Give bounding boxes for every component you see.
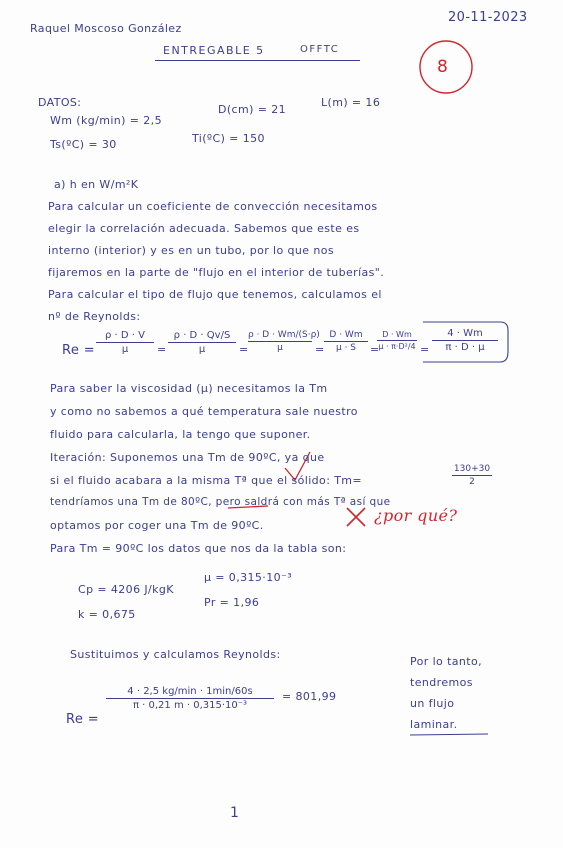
re-fraction-2	[168, 330, 236, 355]
re-f6-num: 4 · Wm	[447, 328, 483, 339]
conclusion-line-2: tendremos	[410, 676, 473, 689]
re-fraction-4	[324, 330, 368, 353]
part-a-line-2: elegir la correlación adecuada. Sabemos que este es	[48, 222, 360, 235]
data-diameter: D(cm) = 21	[218, 103, 287, 116]
re-lhs: Re =	[62, 343, 96, 358]
re-fraction-5	[377, 330, 417, 351]
teacher-note: ¿por qué?	[374, 506, 458, 525]
data-ti: Ti(ºC) = 150	[192, 132, 265, 145]
visc-line-8: Para Tm = 90ºC los datos que nos da la tabla son:	[50, 542, 347, 555]
date: 20-11-2023	[448, 10, 528, 25]
assignment-subject: OFFTC	[300, 44, 340, 55]
visc-line-2: y como no sabemos a qué temperatura sale nuestro	[50, 405, 358, 418]
visc-line-1: Para saber la viscosidad (μ) necesitamos la Tm	[50, 382, 328, 395]
cross-mark	[347, 508, 365, 526]
re-f3-num: ρ · D · Wm/(S·ρ)	[248, 330, 320, 340]
tm-fraction-den: 2	[469, 477, 475, 487]
value-pr: Pr = 1,96	[204, 596, 260, 609]
data-wm: Wm (kg/min) = 2,5	[50, 114, 162, 127]
value-mu: μ = 0,315·10⁻³	[204, 571, 293, 584]
data-ts: Ts(ºC) = 30	[50, 138, 117, 151]
page-number: 1	[230, 805, 240, 821]
value-cp: Cp = 4206 J/kgK	[78, 583, 174, 596]
re-f2-num: ρ · D · Qv/S	[173, 330, 231, 341]
calc-num: 4 · 2,5 kg/min · 1min/60s	[127, 686, 253, 697]
part-a-line-5: Para calcular el tipo de flujo que tenemos, calculamos el	[48, 288, 382, 301]
re-fraction-1	[96, 330, 154, 355]
tm-fraction-num: 130+30	[453, 464, 491, 474]
visc-line-6: tendríamos una Tm de 80ºC, pero saldrá con más Tª así que	[50, 496, 391, 508]
re-f4-den: μ · S	[335, 343, 357, 353]
visc-line-4: Iteración: Suponemos una Tm de 90ºC, ya que	[50, 451, 325, 464]
re-f5-den: μ · π·D²/4	[378, 342, 416, 351]
re-eq-5: =	[420, 343, 430, 356]
part-a-line-1: Para calcular un coeficiente de convección necesitamos	[48, 200, 378, 213]
part-a-line-3: interno (interior) y es en un tubo, por lo que nos	[48, 244, 334, 257]
re-fraction-6	[432, 328, 498, 353]
value-k: k = 0,675	[78, 608, 136, 621]
re-f2-den: μ	[198, 344, 206, 355]
re-eq-2: =	[239, 343, 249, 356]
visc-line-3: fluido para calcularla, la tengo que suponer.	[50, 428, 311, 441]
re-f5-num: D · Wm	[382, 330, 412, 339]
conclusion-line-4: laminar.	[410, 718, 458, 731]
assignment-title: ENTREGABLE 5	[163, 44, 265, 57]
calc-den: π · 0,21 m · 0,315·10⁻³	[132, 700, 248, 711]
re-f1-den: μ	[121, 344, 129, 355]
re-eq-4: =	[370, 343, 380, 356]
data-length: L(m) = 16	[321, 96, 381, 109]
re-f1-num: ρ · D · V	[105, 330, 145, 341]
visc-line-5: si el fluido acabara a la misma Tª que el sólido: Tm=	[50, 474, 363, 487]
calc-intro: Sustituimos y calculamos Reynolds:	[70, 648, 281, 661]
re-f3-den: μ	[277, 343, 283, 353]
re-eq-3: =	[315, 343, 325, 356]
laminar-underline	[410, 734, 488, 735]
calc-lhs: Re =	[66, 712, 100, 727]
conclusion-line-1: Por lo tanto,	[410, 655, 483, 668]
calc-result: = 801,99	[282, 690, 337, 703]
re-f6-den: π · D · μ	[445, 342, 485, 353]
data-heading: DATOS:	[38, 96, 82, 109]
re-fraction-3	[248, 330, 320, 353]
tm-fraction	[452, 464, 492, 487]
calc-fraction	[106, 686, 274, 711]
visc-line-7: optamos por coger una Tm de 90ºC.	[50, 519, 264, 532]
re-f4-num: D · Wm	[329, 330, 363, 340]
conclusion-line-3: un flujo	[410, 697, 455, 710]
re-eq-1: =	[157, 343, 167, 356]
author-name: Raquel Moscoso González	[30, 22, 182, 35]
grade-value: 8	[437, 57, 449, 77]
part-a-heading: a) h en W/m²K	[54, 178, 139, 191]
part-a-line-4: fijaremos en la parte de "flujo en el interior de tuberías".	[48, 266, 385, 279]
part-a-line-6: nº de Reynolds:	[48, 310, 141, 323]
